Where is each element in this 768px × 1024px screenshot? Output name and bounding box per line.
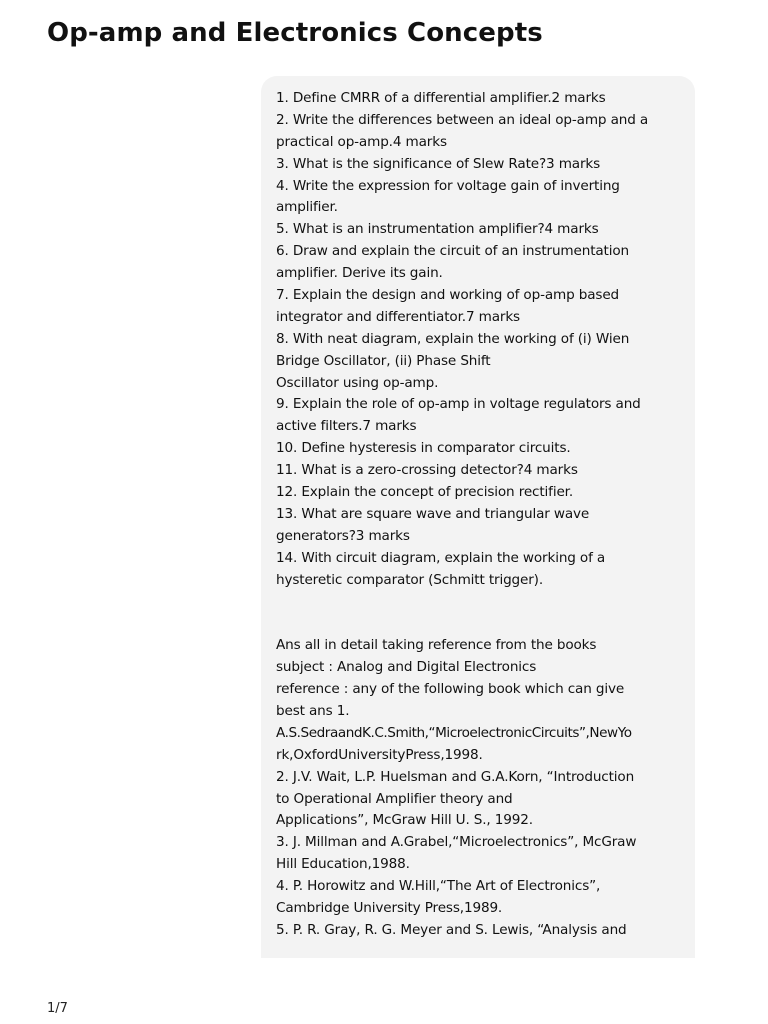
question-item (276, 285, 685, 329)
question-item (276, 438, 685, 460)
question-item (276, 241, 685, 285)
question-item (276, 504, 685, 548)
instructions (276, 635, 685, 723)
question-line: 8. With neat diagram, explain the working of (i) Wien (276, 330, 630, 347)
question-item (276, 548, 685, 592)
instruction-line: reference : any of the following book which can give (276, 681, 625, 698)
question-line: amplifier. (276, 199, 338, 216)
reference-line: Cambridge University Press,1989. (276, 899, 503, 916)
instruction-line: best ans 1. (276, 702, 350, 719)
reference-line: 2. J.V. Wait, L.P. Huelsman and G.A.Korn, “Introduction (276, 768, 635, 785)
reference-list (276, 723, 685, 942)
instruction-line: Ans all in detail taking reference from the books (276, 637, 597, 654)
question-line: 14. With circuit diagram, explain the working of a (276, 549, 606, 566)
question-line: 7. Explain the design and working of op-amp based (276, 287, 620, 304)
question-line: 2. Write the differences between an ideal op-amp and a (276, 111, 649, 128)
reference-line: 3. J. Millman and A.Grabel,“Microelectronics”, McGraw (276, 834, 637, 851)
question-item (276, 154, 685, 176)
reference-line: Hill Education,1988. (276, 856, 410, 873)
question-line: 11. What is a zero-crossing detector?4 marks (276, 462, 578, 479)
reference-line: Applications”, McGraw Hill U. S., 1992. (276, 812, 533, 829)
reference-line: rk,OxfordUniversityPress,1998. (276, 746, 483, 763)
question-line: 13. What are square wave and triangular wave (276, 505, 590, 522)
reference-item (276, 723, 685, 767)
question-line: 9. Explain the role of op-amp in voltage regulators and (276, 396, 641, 413)
question-item (276, 219, 685, 241)
question-line: 12. Explain the concept of precision rectifier. (276, 484, 574, 501)
question-item (276, 176, 685, 220)
reference-line: A.S.SedraandK.C.Smith,“MicroelectronicCircuits”,NewYo (276, 724, 632, 741)
question-line: Oscillator using op-amp. (276, 374, 439, 391)
reference-line: to Operational Amplifier theory and (276, 790, 513, 807)
question-line: active filters.7 marks (276, 418, 417, 435)
message-bubble (261, 76, 695, 958)
question-item (276, 482, 685, 504)
reference-item (276, 767, 685, 833)
question-line: 3. What is the significance of Slew Rate?3 marks (276, 155, 601, 172)
question-item (276, 88, 685, 110)
question-line: practical op-amp.4 marks (276, 133, 447, 150)
question-line: amplifier. Derive its gain. (276, 265, 443, 282)
question-item (276, 110, 685, 154)
question-line: 6. Draw and explain the circuit of an instrumentation (276, 243, 629, 260)
instruction-line: subject : Analog and Digital Electronics (276, 659, 537, 676)
question-line: 4. Write the expression for voltage gain of inverting (276, 177, 620, 194)
question-line: integrator and differentiator.7 marks (276, 308, 520, 325)
question-line: Bridge Oscillator, (ii) Phase Shift (276, 352, 491, 369)
reference-item (276, 920, 685, 942)
question-item (276, 460, 685, 482)
question-item (276, 394, 685, 438)
page-number: 1/7 (47, 1001, 68, 1016)
question-line: hysteretic comparator (Schmitt trigger). (276, 571, 544, 588)
question-line: generators?3 marks (276, 527, 410, 544)
reference-item (276, 832, 685, 876)
question-line: 5. What is an instrumentation amplifier?4 marks (276, 221, 599, 238)
reference-line: 4. P. Horowitz and W.Hill,“The Art of Electronics”, (276, 878, 601, 895)
reference-item (276, 876, 685, 920)
question-line: 1. Define CMRR of a differential amplifier.2 marks (276, 90, 606, 106)
question-item (276, 329, 685, 395)
page-title: Op-amp and Electronics Concepts (47, 18, 543, 48)
reference-line: 5. P. R. Gray, R. G. Meyer and S. Lewis, “Analysis and (276, 921, 627, 938)
question-line: 10. Define hysteresis in comparator circuits. (276, 440, 571, 457)
question-list (276, 88, 685, 591)
paragraph-gap (276, 591, 685, 635)
